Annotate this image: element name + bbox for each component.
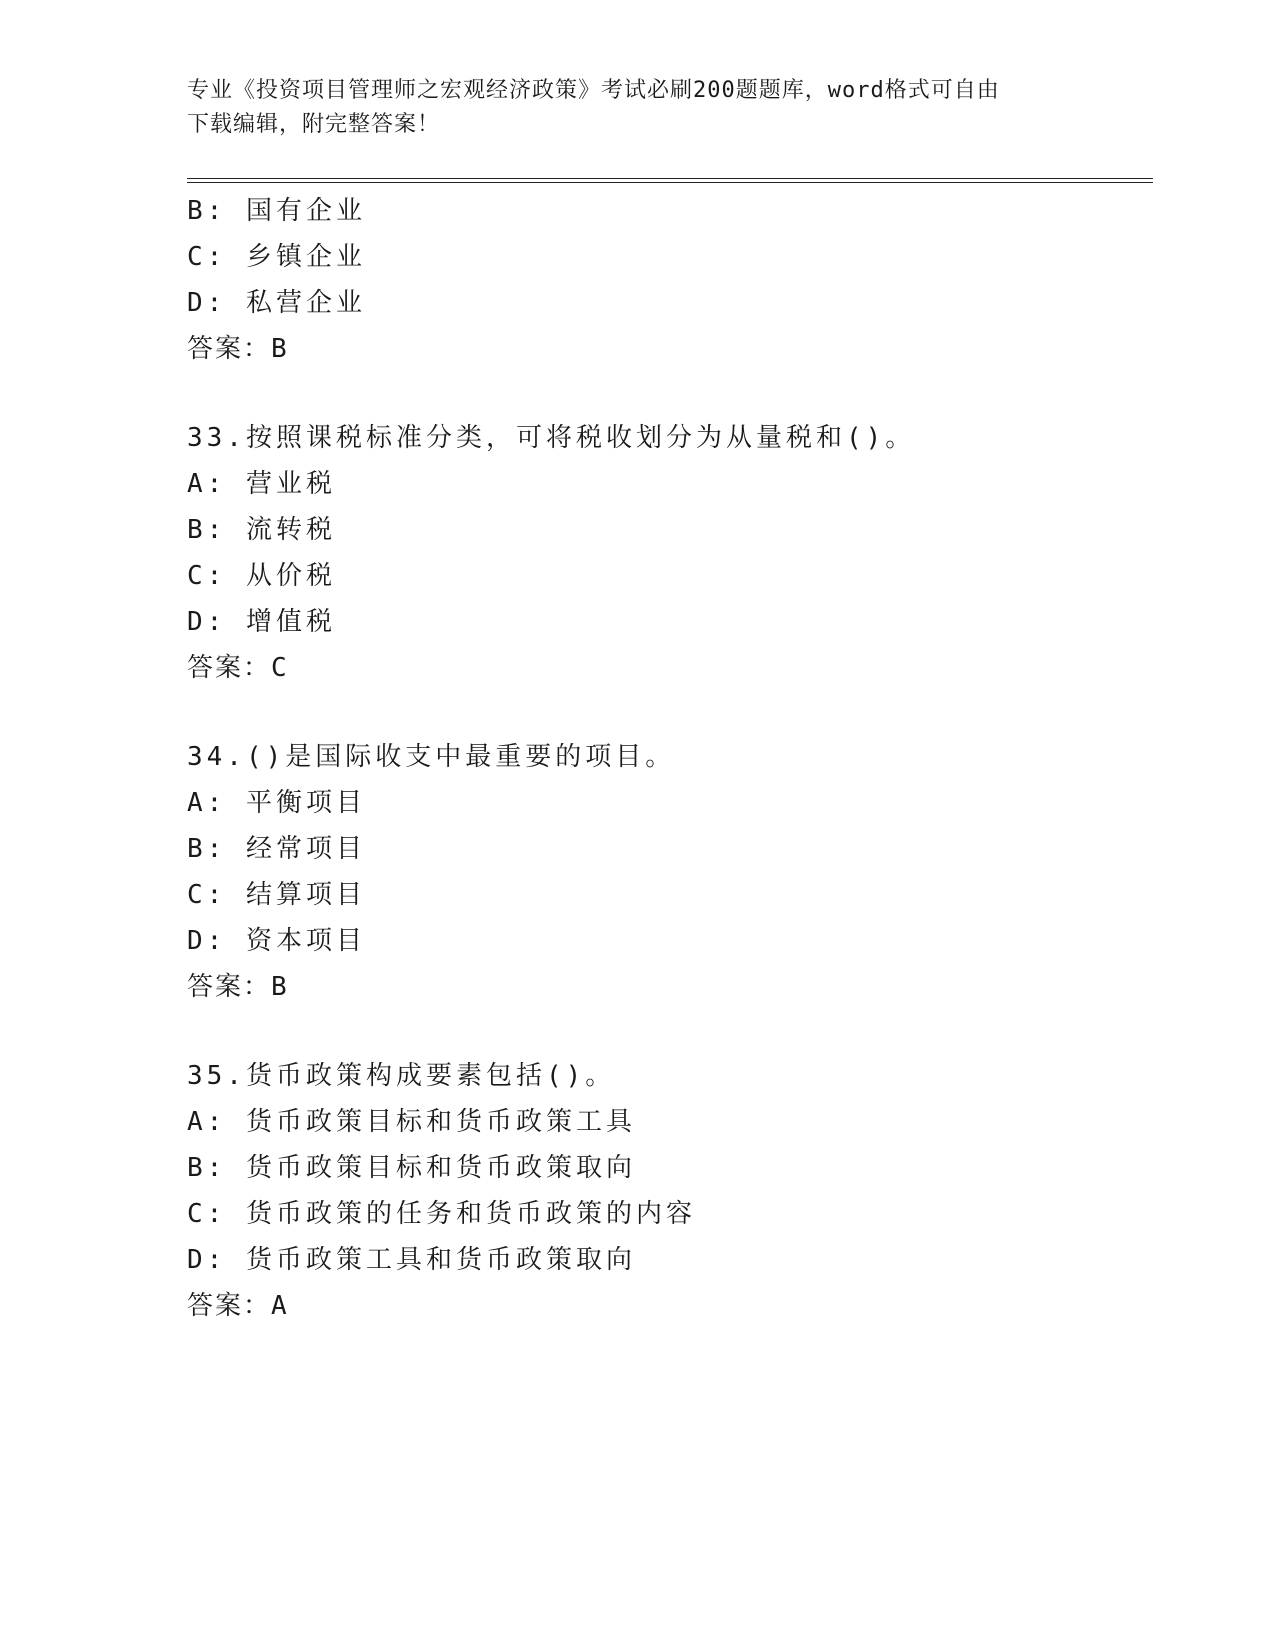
option-b: B: 货币政策目标和货币政策取向 [187,1153,636,1183]
option-c: C: 乡镇企业 [187,242,366,272]
question-block-35 [187,1053,1147,1329]
answer-line: 答案：C [187,653,289,683]
option-a: A: 营业税 [187,469,336,499]
question-block-32 [187,188,1147,372]
question-block-34 [187,734,1147,1010]
header-line-1: 专业《投资项目管理师之宏观经济政策》考试必刷200题题库，word格式可自由 [187,78,1000,103]
spacer [187,691,1147,734]
option-a: A: 平衡项目 [187,788,366,818]
question-text: 34.()是国际收支中最重要的项目。 [187,742,676,772]
answer-line: 答案：B [187,972,289,1002]
option-b: B: 国有企业 [187,196,366,226]
option-d: D: 资本项目 [187,926,366,956]
header-divider-top [187,178,1153,179]
header-divider-bottom [187,182,1153,183]
answer-line: 答案：B [187,334,289,364]
question-list [187,188,1147,1329]
header-line-2: 下载编辑，附完整答案！ [187,112,441,137]
question-text: 35.货币政策构成要素包括()。 [187,1061,616,1091]
option-d: D: 货币政策工具和货币政策取向 [187,1245,636,1275]
option-b: B: 流转税 [187,515,336,545]
spacer [187,372,1147,415]
option-d: D: 增值税 [187,607,336,637]
spacer [187,1010,1147,1053]
option-c: C: 结算项目 [187,880,366,910]
option-a: A: 货币政策目标和货币政策工具 [187,1107,636,1137]
option-c: C: 货币政策的任务和货币政策的内容 [187,1199,696,1229]
option-d: D: 私营企业 [187,288,366,318]
question-block-33 [187,415,1147,691]
answer-line: 答案：A [187,1291,289,1321]
document-header [187,74,1087,142]
question-text: 33.按照课税标准分类，可将税收划分为从量税和()。 [187,423,916,453]
option-b: B: 经常项目 [187,834,366,864]
option-c: C: 从价税 [187,561,336,591]
